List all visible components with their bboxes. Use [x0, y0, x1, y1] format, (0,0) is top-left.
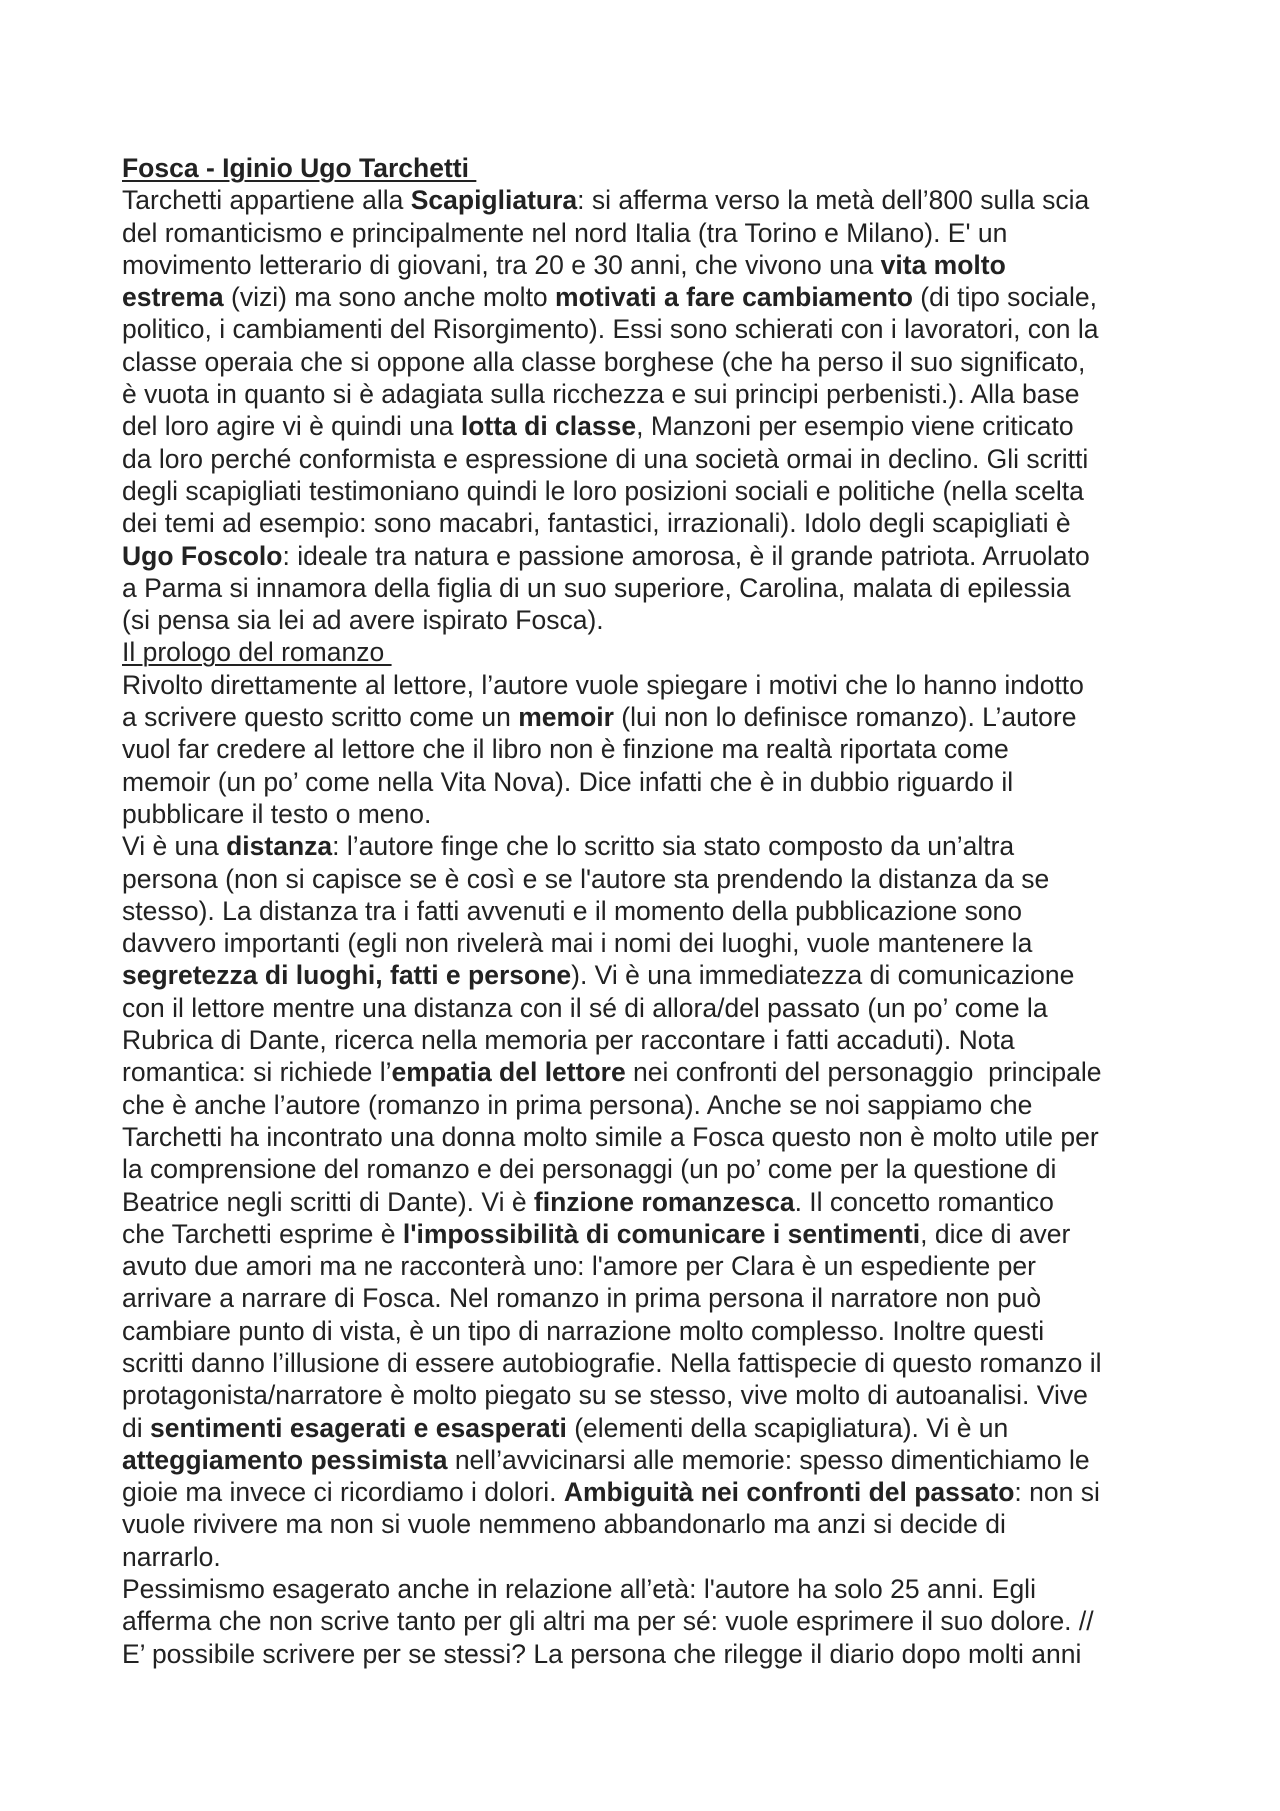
text-run: la comprensione del romanzo e dei personaggi (un po’ come per la questione di	[122, 1154, 1057, 1185]
text-line	[122, 540, 1172, 572]
text-run: è vuota in quanto si è adagiata sulla ricchezza e sui principi perbenisti.). Alla base	[122, 379, 1080, 410]
text-run: cambiare punto di vista, è un tipo di narrazione molto complesso. Inoltre questi	[122, 1315, 1045, 1346]
bold-text: Scapigliatura	[410, 185, 578, 216]
text-line	[122, 1508, 1172, 1540]
bold-text: estrema	[122, 282, 224, 313]
text-run: memoir (un po’ come nella Vita Nova). Dice infatti che è in dubbio riguardo il	[122, 766, 1014, 797]
text-run: che Tarchetti esprime è	[122, 1218, 403, 1249]
text-line	[122, 1638, 1172, 1670]
text-line	[122, 1056, 1172, 1088]
text-line	[122, 927, 1172, 959]
text-run: di	[122, 1412, 150, 1443]
text-line	[122, 636, 1172, 668]
text-line	[122, 184, 1172, 216]
text-run: Tarchetti appartiene alla	[122, 185, 411, 216]
text-run: con il lettore mentre una distanza con il sé di allora/del passato (un po’ come la	[122, 992, 1048, 1023]
text-line	[122, 1121, 1172, 1153]
text-run: del romanticismo e principalmente nel nord Italia (tra Torino e Milano). E' un	[122, 217, 1008, 248]
text-line	[122, 1315, 1172, 1347]
text-run: dei temi ad esempio: sono macabri, fantastici, irrazionali). Idolo degli scapigliati è	[122, 508, 1071, 539]
text-run: avuto due amori ma ne racconterà uno: l'amore per Clara è un espediente per	[122, 1251, 1036, 1282]
text-run: Rubrica di Dante, ricerca nella memoria per raccontare i fatti accaduti). Nota	[122, 1025, 1015, 1056]
text-line	[122, 1250, 1172, 1282]
text-line	[122, 507, 1172, 539]
text-run: romantica: si richiede l’	[122, 1057, 392, 1088]
text-line	[122, 281, 1172, 313]
text-run: movimento letterario di giovani, tra 20 e 30 anni, che vivono una	[122, 249, 881, 280]
text-run: (vizi) ma sono anche molto	[223, 282, 556, 313]
text-run: (di tipo sociale,	[912, 282, 1098, 313]
text-line	[122, 475, 1172, 507]
text-line	[122, 895, 1172, 927]
text-run: classe operaia che si oppone alla classe borghese (che ha perso il suo significato,	[122, 346, 1086, 377]
text-line	[122, 410, 1172, 442]
bold-text: empatia del lettore	[391, 1057, 626, 1088]
text-line	[122, 959, 1172, 991]
bold-text: motivati a fare cambiamento	[555, 282, 913, 313]
text-run: stesso). La distanza tra i fatti avvenuti e il momento della pubblicazione sono	[122, 895, 1023, 926]
text-line	[122, 313, 1172, 345]
text-line	[122, 604, 1172, 636]
text-line	[122, 443, 1172, 475]
bold-text: Ambiguità nei confronti del passato	[563, 1477, 1015, 1508]
text-line	[122, 1379, 1172, 1411]
text-run: E’ possibile scrivere per se stessi? La persona che rilegge il diario dopo molti anni	[122, 1638, 1082, 1669]
text-run: Vi è una	[122, 831, 227, 862]
text-run: vuole rivivere ma non si vuole nemmeno abbandonarlo ma anzi si decide di	[122, 1509, 1006, 1540]
bold-text: finzione romanzesca	[533, 1186, 795, 1217]
text-line	[122, 1186, 1172, 1218]
text-run: (elementi della scapigliatura). Vi è un	[566, 1412, 1009, 1443]
text-line	[122, 1605, 1172, 1637]
text-run: (lui non lo definisce romanzo). L’autore	[613, 702, 1077, 733]
text-run: protagonista/narratore è molto piegato su se stesso, vive molto di autoanalisi. Vive	[122, 1380, 1088, 1411]
text-line	[122, 1153, 1172, 1185]
text-run: Pessimismo esagerato anche in relazione all’età: l'autore ha solo 25 anni. Egli	[122, 1574, 1036, 1605]
text-line	[122, 669, 1172, 701]
text-line	[122, 1218, 1172, 1250]
text-run: afferma che non scrive tanto per gli altri ma per sé: vuole esprimere il suo dolore. //	[122, 1606, 1094, 1637]
text-run: nell’avvicinarsi alle memorie: spesso dimentichiamo le	[447, 1444, 1090, 1475]
text-run: a scrivere questo scritto come un	[122, 702, 519, 733]
text-line	[122, 1024, 1172, 1056]
bold-text: Ugo Foscolo	[122, 540, 283, 571]
text-run: degli scapigliati testimoniano quindi le loro posizioni sociali e politiche (nella scelta	[122, 475, 1084, 506]
section-heading: Fosca - Iginio Ugo Tarchetti	[122, 153, 477, 183]
text-line	[122, 249, 1172, 281]
text-line	[122, 572, 1172, 604]
text-run: da loro perché conformista e espressione di una società ormai in declino. Gli scritti	[122, 443, 1089, 474]
text-line	[122, 346, 1172, 378]
text-line	[122, 701, 1172, 733]
document-page	[122, 152, 1172, 1670]
text-run: a Parma si innamora della figlia di un suo superiore, Carolina, malata di epilessia	[122, 572, 1071, 603]
text-run: vuol far credere al lettore che il libro non è finzione ma realtà riportata come	[122, 734, 1009, 765]
text-run: Rivolto direttamente al lettore, l’autore vuole spiegare i motivi che lo hanno indotto	[122, 669, 1084, 700]
text-line	[122, 1444, 1172, 1476]
text-run: (si pensa sia lei ad avere ispirato Fosca).	[122, 605, 604, 636]
text-run: narrarlo.	[122, 1541, 221, 1572]
text-run: ). Vi è una immediatezza di comunicazione	[571, 960, 1075, 991]
text-line	[122, 152, 1172, 184]
text-run: che è anche l’autore (romanzo in prima persona). Anche se noi sappiamo che	[122, 1089, 1033, 1120]
text-line	[122, 766, 1172, 798]
bold-text: vita molto	[880, 249, 1006, 280]
text-line	[122, 1573, 1172, 1605]
text-run: scritti danno l’illusione di essere autobiografie. Nella fattispecie di questo romanzo il	[122, 1347, 1102, 1378]
bold-text: lotta di classe	[460, 411, 637, 442]
bold-text: memoir	[518, 702, 614, 733]
bold-text: distanza	[226, 831, 333, 862]
text-line	[122, 992, 1172, 1024]
section-heading: Il prologo del romanzo	[122, 637, 392, 668]
text-run: : l’autore finge che lo scritto sia stato composto da un’altra	[332, 831, 1015, 862]
bold-text: l'impossibilità di comunicare i sentimenti	[402, 1218, 921, 1249]
text-run: del loro agire vi è quindi una	[122, 411, 461, 442]
text-run: pubblicare il testo o meno.	[122, 798, 432, 829]
bold-text: segretezza di luoghi, fatti e persone	[122, 960, 572, 991]
text-run: gioie ma invece ci ricordiamo i dolori.	[122, 1477, 564, 1508]
text-run: politico, i cambiamenti del Risorgimento). Essi sono schierati con i lavoratori, con la	[122, 314, 1099, 345]
text-line	[122, 863, 1172, 895]
text-line	[122, 798, 1172, 830]
text-line	[122, 217, 1172, 249]
text-line	[122, 733, 1172, 765]
text-run: nei confronti del personaggio principale	[625, 1057, 1102, 1088]
bold-text: atteggiamento pessimista	[122, 1444, 448, 1475]
text-run: : ideale tra natura e passione amorosa, è il grande patriota. Arruolato	[282, 540, 1090, 571]
bold-text: sentimenti esagerati e esasperati	[150, 1412, 567, 1443]
text-run: : si afferma verso la metà dell’800 sulla scia	[577, 185, 1090, 216]
text-run: persona (non si capisce se è così e se l'autore sta prendendo la distanza da se	[122, 863, 1050, 894]
text-line	[122, 1089, 1172, 1121]
text-run: , Manzoni per esempio viene criticato	[636, 411, 1074, 442]
text-run: Beatrice negli scritti di Dante). Vi è	[122, 1186, 534, 1217]
text-line	[122, 1282, 1172, 1314]
text-line	[122, 1412, 1172, 1444]
text-line	[122, 378, 1172, 410]
text-run: davvero importanti (egli non rivelerà mai i nomi dei luoghi, vuole mantenere la	[122, 928, 1033, 959]
text-run: , dice di aver	[920, 1218, 1071, 1249]
text-line	[122, 1476, 1172, 1508]
text-line	[122, 1541, 1172, 1573]
text-run: : non si	[1014, 1477, 1100, 1508]
text-run: . Il concetto romantico	[794, 1186, 1054, 1217]
text-run: arrivare a narrare di Fosca. Nel romanzo in prima persona il narratore non può	[122, 1283, 1042, 1314]
text-line	[122, 1347, 1172, 1379]
text-run: Tarchetti ha incontrato una donna molto simile a Fosca questo non è molto utile per	[122, 1121, 1099, 1152]
text-line	[122, 830, 1172, 862]
